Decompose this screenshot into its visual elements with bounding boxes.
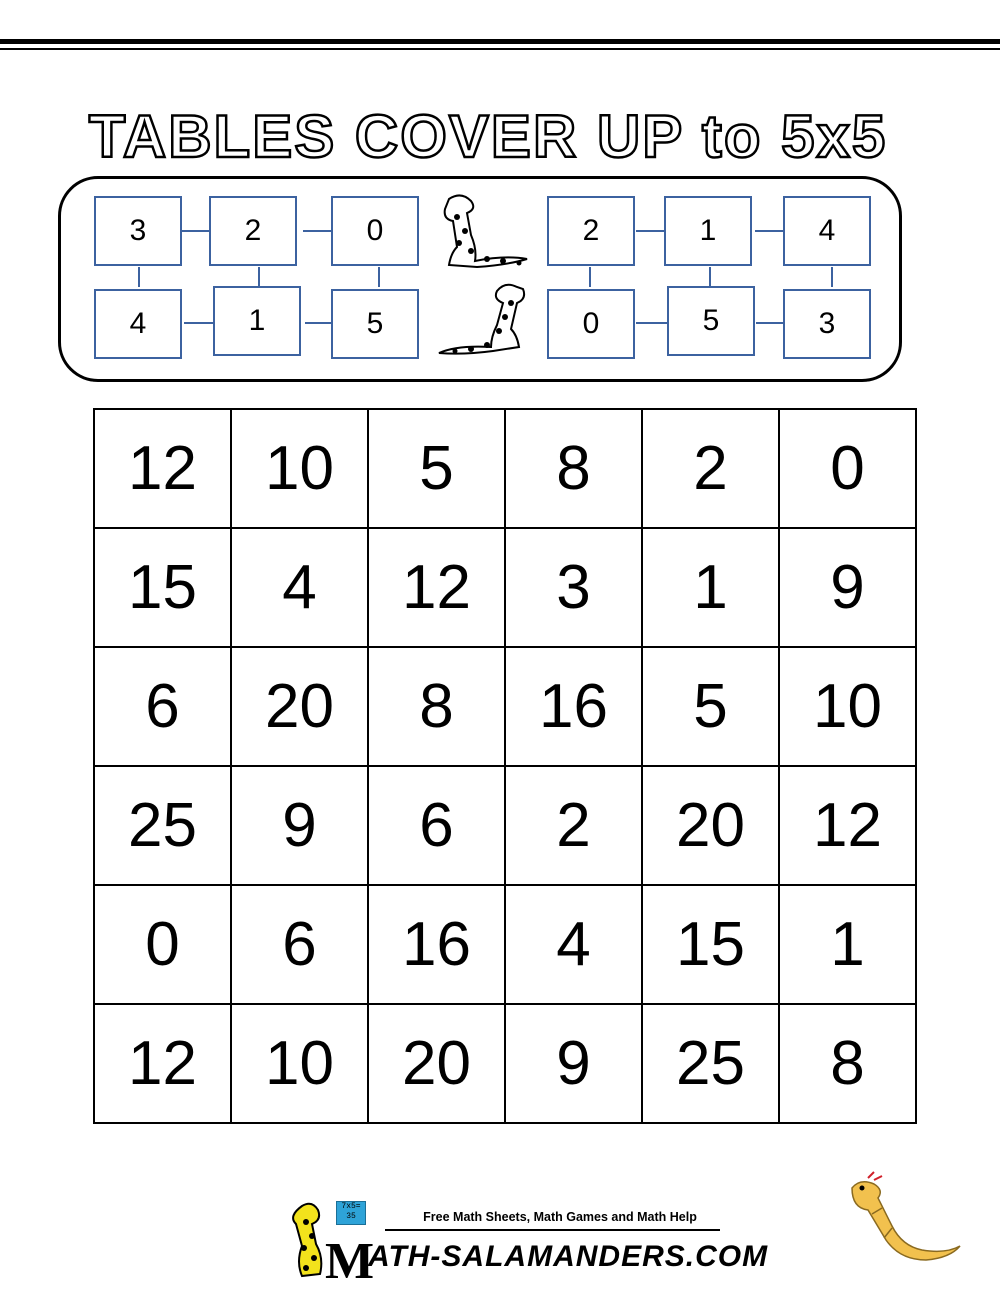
- grid-cell[interactable]: 6: [368, 766, 505, 885]
- grid-cell[interactable]: 12: [94, 1004, 231, 1123]
- salamander-icon: [445, 195, 527, 267]
- logo-badge: 7x5= 35: [336, 1201, 366, 1225]
- grid-cell[interactable]: 1: [642, 528, 779, 647]
- multiplier-panel: [58, 176, 902, 382]
- grid-row: [94, 766, 916, 885]
- multiplier-box: 2: [547, 196, 635, 266]
- grid-cell[interactable]: 9: [231, 766, 368, 885]
- grid-row: [94, 1004, 916, 1123]
- grid-cell[interactable]: 25: [642, 1004, 779, 1123]
- grid-row: [94, 885, 916, 1004]
- grid-cell[interactable]: 4: [231, 528, 368, 647]
- grid-cell[interactable]: 10: [779, 647, 916, 766]
- grid-cell[interactable]: 2: [505, 766, 642, 885]
- grid-cell[interactable]: 12: [368, 528, 505, 647]
- page-title: [0, 95, 1000, 175]
- grid-cell[interactable]: 8: [779, 1004, 916, 1123]
- grid-cell[interactable]: 15: [642, 885, 779, 1004]
- top-rule-thick: [0, 39, 1000, 44]
- top-rule-thin: [0, 48, 1000, 50]
- grid-cell[interactable]: 20: [368, 1004, 505, 1123]
- multiplier-box: 5: [331, 289, 419, 359]
- grid-cell[interactable]: 20: [231, 647, 368, 766]
- grid-row: [94, 528, 916, 647]
- grid-cell[interactable]: 6: [94, 647, 231, 766]
- panel-connectors: [61, 179, 899, 379]
- multiplier-box: 0: [331, 196, 419, 266]
- multiplier-box: 1: [213, 286, 301, 356]
- grid-cell[interactable]: 10: [231, 409, 368, 528]
- multiplier-box: 3: [783, 289, 871, 359]
- grid-cell[interactable]: 6: [231, 885, 368, 1004]
- multiplier-box: 4: [783, 196, 871, 266]
- grid-cell[interactable]: 8: [505, 409, 642, 528]
- multiplier-box: 0: [547, 289, 635, 359]
- multiplier-box: 5: [667, 286, 755, 356]
- footer-tagline: Free Math Sheets, Math Games and Math Help: [423, 1210, 697, 1224]
- grid-cell[interactable]: 16: [505, 647, 642, 766]
- grid-cell[interactable]: 25: [94, 766, 231, 885]
- grid-cell[interactable]: 12: [94, 409, 231, 528]
- grid-cell[interactable]: 9: [779, 528, 916, 647]
- grid-cell[interactable]: 20: [642, 766, 779, 885]
- cover-up-grid: [93, 408, 917, 1124]
- grid-cell[interactable]: 9: [505, 1004, 642, 1123]
- grid-cell[interactable]: 5: [368, 409, 505, 528]
- multiplier-box: 2: [209, 196, 297, 266]
- page-title-text: TABLES COVER UP to 5x5: [88, 103, 888, 170]
- multiplier-box: 1: [664, 196, 752, 266]
- grid-cell[interactable]: 0: [94, 885, 231, 1004]
- grid-cell[interactable]: 10: [231, 1004, 368, 1123]
- grid-cell[interactable]: 2: [642, 409, 779, 528]
- grid-cell[interactable]: 1: [779, 885, 916, 1004]
- grid-cell[interactable]: 4: [505, 885, 642, 1004]
- grid-cell[interactable]: 15: [94, 528, 231, 647]
- salamander-icon: [439, 285, 524, 354]
- grid-cell[interactable]: 3: [505, 528, 642, 647]
- grid-cell[interactable]: 5: [642, 647, 779, 766]
- grid-cell[interactable]: 16: [368, 885, 505, 1004]
- footer-rule: [385, 1229, 720, 1231]
- grid-cell[interactable]: 12: [779, 766, 916, 885]
- grid-cell[interactable]: 0: [779, 409, 916, 528]
- grid-row: [94, 409, 916, 528]
- logo-initial: M: [325, 1233, 375, 1290]
- grid-row: [94, 647, 916, 766]
- salamander-sketch-icon: [838, 1168, 964, 1268]
- multiplier-box: 4: [94, 289, 182, 359]
- multiplier-box: 3: [94, 196, 182, 266]
- grid-cell[interactable]: 8: [368, 647, 505, 766]
- footer-site-name: ATH-SALAMANDERS.COM: [368, 1240, 769, 1273]
